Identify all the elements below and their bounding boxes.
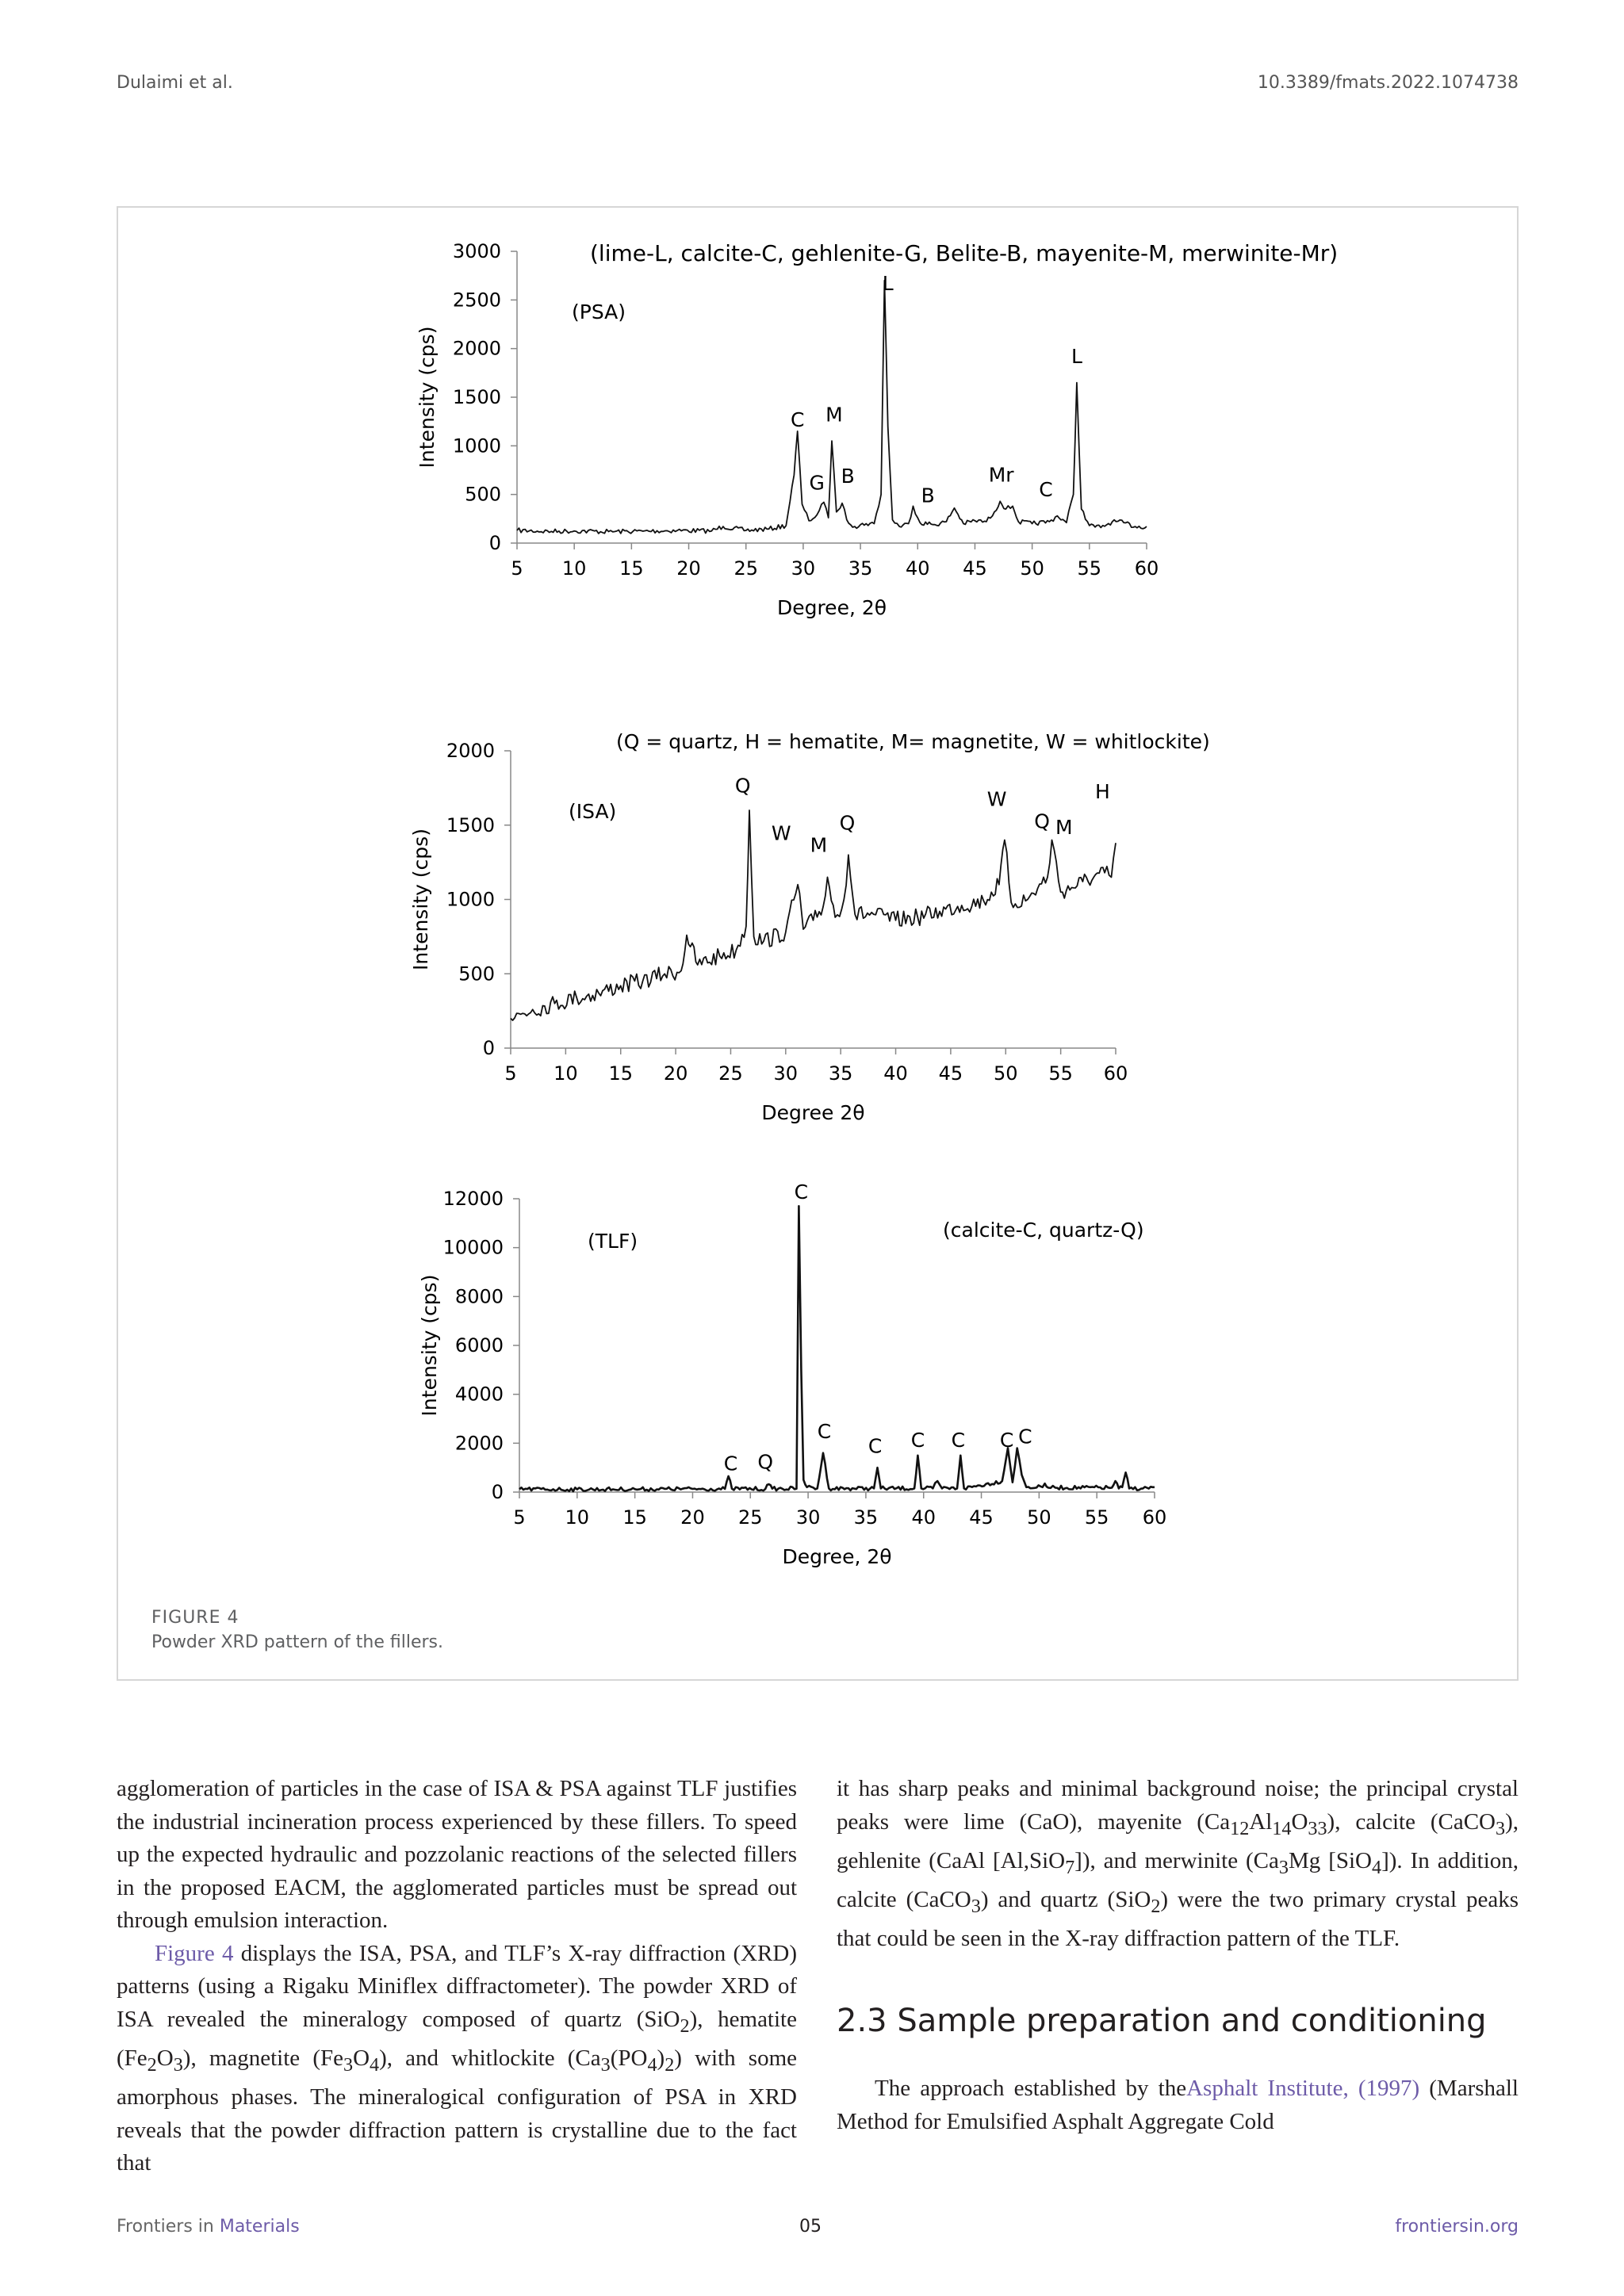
x-tick-label: 5 — [511, 557, 523, 580]
x-tick-label: 45 — [963, 557, 987, 580]
y-tick-label: 8000 — [454, 1285, 504, 1308]
y-tick-label: 3000 — [452, 240, 501, 262]
left-column — [117, 1773, 797, 2180]
y-tick-label: 12000 — [442, 1188, 504, 1210]
x-tick-label: 40 — [905, 557, 930, 580]
peak-label: L — [882, 272, 894, 296]
x-tick-label: 35 — [848, 557, 873, 580]
peak-label: Mr — [988, 463, 1014, 487]
x-tick-label: 45 — [938, 1062, 963, 1085]
x-tick-label: 60 — [1134, 557, 1159, 580]
y-tick-label: 2000 — [452, 337, 501, 360]
peak-label: Q — [734, 774, 751, 798]
x-tick-label: 35 — [828, 1062, 853, 1085]
x-tick-label: 50 — [993, 1062, 1018, 1085]
figure-caption — [151, 1608, 443, 1652]
y-tick-label: 1000 — [446, 888, 495, 911]
chart-tlf — [418, 1181, 1166, 1568]
chart-sample-label: (TLF) — [588, 1230, 638, 1253]
x-tick-label: 10 — [561, 557, 587, 580]
x-tick-label: 55 — [1077, 557, 1102, 580]
x-tick-label: 15 — [608, 1062, 634, 1085]
peak-label: C — [999, 1428, 1014, 1452]
running-header-doi[interactable]: 10.3389/fmats.2022.1074738 — [1257, 73, 1519, 93]
y-tick-label: 2000 — [446, 740, 495, 762]
peak-label: B — [841, 464, 855, 488]
peak-label: M — [1055, 816, 1073, 839]
peak-label: C — [1018, 1425, 1032, 1448]
section-title: 2.3 Sample preparation and conditioning — [837, 2002, 1487, 2039]
y-tick-label: 1500 — [452, 386, 501, 408]
y-tick-label: 2500 — [452, 289, 501, 312]
peak-label: M — [810, 833, 828, 857]
x-tick-label: 40 — [911, 1506, 936, 1529]
running-header-authors: Dulaimi et al. — [117, 73, 233, 93]
x-tick-label: 30 — [791, 557, 816, 580]
peak-label: B — [921, 484, 935, 507]
peak-label: W — [771, 821, 791, 845]
peak-label: W — [986, 787, 1007, 811]
y-tick-label: 0 — [488, 532, 501, 554]
peak-label: C — [951, 1428, 966, 1452]
y-tick-label: 1500 — [446, 813, 495, 836]
x-tick-label: 25 — [733, 557, 759, 580]
y-tick-label: 0 — [491, 1481, 504, 1503]
right-column — [837, 1773, 1519, 2138]
peak-label: C — [868, 1434, 883, 1458]
y-tick-label: 4000 — [454, 1383, 504, 1406]
chart-legend-title: (lime-L, calcite-C, gehlenite-G, Belite-B, mayenite-M, merwinite-Mr) — [590, 240, 1339, 266]
x-tick-label: 20 — [663, 1062, 688, 1085]
x-tick-label: 20 — [676, 557, 701, 580]
figure-4 — [117, 206, 1519, 1681]
footer-journal: Frontiers in Materials — [117, 2217, 300, 2237]
peak-label: L — [1071, 345, 1082, 369]
chart-isa — [409, 730, 1210, 1124]
figure-4-link[interactable]: Figure 4 — [155, 1940, 234, 1966]
peak-label: Q — [757, 1450, 774, 1474]
peak-label: Q — [839, 811, 856, 835]
x-tick-label: 25 — [718, 1062, 743, 1085]
y-tick-label: 10000 — [442, 1236, 504, 1259]
peak-label: Q — [1034, 809, 1050, 833]
peak-label: C — [723, 1452, 738, 1475]
x-tick-label: 25 — [737, 1506, 763, 1529]
chart-legend-title: (Q = quartz, H = hematite, M= magnetite, W = whitlockite) — [616, 730, 1210, 753]
x-axis-label: Degree, 2θ — [782, 1545, 892, 1568]
x-tick-label: 5 — [504, 1062, 517, 1085]
paragraph-1: agglomeration of particles in the case of ISA & PSA against TLF justifies the industrial incineration process experienced by these fillers. To speed up the expected hydraulic and pozzolanic reactions of the selected fillers in the proposed EACM, the agglomerated particles must be spread out through emulsion interaction. — [117, 1776, 797, 1933]
x-tick-label: 35 — [853, 1506, 879, 1529]
chart-legend-title: (calcite-C, quartz-Q) — [943, 1219, 1144, 1242]
peak-label: C — [790, 408, 805, 431]
x-tick-label: 20 — [680, 1506, 705, 1529]
xrd-charts — [118, 208, 1517, 1679]
x-tick-label: 15 — [619, 557, 644, 580]
peak-label: C — [817, 1420, 832, 1444]
peak-label: G — [809, 471, 825, 495]
x-tick-label: 50 — [1027, 1506, 1051, 1529]
peak-label: M — [825, 403, 843, 427]
y-axis-label: Intensity (cps) — [409, 828, 432, 970]
x-tick-label: 55 — [1084, 1506, 1109, 1529]
x-tick-label: 45 — [969, 1506, 994, 1529]
x-tick-label: 50 — [1020, 557, 1044, 580]
chart-sample-label: (ISA) — [569, 800, 617, 823]
peak-label: C — [794, 1181, 809, 1203]
peak-label: H — [1094, 780, 1110, 803]
x-tick-label: 30 — [795, 1506, 821, 1529]
x-tick-label: 5 — [513, 1506, 526, 1529]
y-axis-label: Intensity (cps) — [418, 1274, 441, 1417]
y-tick-label: 6000 — [454, 1334, 504, 1357]
x-axis-label: Degree 2θ — [761, 1101, 865, 1124]
x-tick-label: 55 — [1048, 1062, 1073, 1085]
y-tick-label: 500 — [458, 962, 495, 985]
y-axis-label: Intensity (cps) — [416, 326, 439, 469]
paragraph-2: Figure 4 displays the ISA, PSA, and TLF’s X-ray diffraction (XRD) patterns (using a Rigaku Miniflex diffractometer). The powder XRD of ISA revealed the mineralogy composed of quartz (SiO$_2$), hematite $(Fe_2O_3)$, magnetite $(Fe_3O_4)$, and whitlockite $(Ca_3(PO_4)_2)$ with some amorphous phases. The mineralogical configuration of PSA in XRD reveals that the powder diffraction pattern is crystalline due to the fact that — [117, 1940, 798, 2176]
y-tick-label: 2000 — [454, 1432, 504, 1455]
x-tick-label: 60 — [1142, 1506, 1167, 1529]
x-tick-label: 30 — [773, 1062, 799, 1085]
paragraph-3: it has sharp peaks and minimal background noise; the principal crystal peaks were lime (CaO), mayenite $(Ca_{12}Al_{14}O_{33})$, calcite (CaCO$_3$), gehlenite (CaAl [Al,SiO$_7$]), and merwinite ($Ca_3Mg$ [SiO$_4$]). In addition, calcite (CaCO$_3$) and quartz (SiO$_2$) were the two primary crystal peaks that could be seen in the X-ray diffraction pattern of the TLF. — [837, 1776, 1519, 1952]
peak-label: C — [910, 1428, 925, 1452]
y-tick-label: 1000 — [452, 434, 501, 457]
x-axis-label: Degree, 2θ — [776, 596, 887, 619]
x-tick-label: 10 — [565, 1506, 590, 1529]
asphalt-institute-link[interactable]: Asphalt Institute, (1997) — [1186, 2076, 1420, 2102]
peak-label: C — [1039, 478, 1053, 502]
x-tick-label: 40 — [883, 1062, 908, 1085]
x-tick-label: 60 — [1103, 1062, 1128, 1085]
x-tick-label: 10 — [553, 1062, 578, 1085]
paragraph-4: The approach established by theAsphalt Institute, (1997) (Marshall Method for Emulsified Asphalt Aggregate Cold — [837, 2076, 1519, 2134]
y-tick-label: 0 — [482, 1037, 495, 1059]
figure-caption-text: Powder XRD pattern of the fillers. — [151, 1632, 444, 1652]
chart-psa — [416, 240, 1338, 619]
x-tick-label: 15 — [622, 1506, 647, 1529]
chart-sample-label: (PSA) — [572, 300, 626, 323]
figure-label: FIGURE 4 — [151, 1608, 239, 1628]
footer-page-number: 05 — [799, 2217, 822, 2237]
footer-site-link[interactable]: frontiersin.org — [1395, 2217, 1519, 2237]
y-tick-label: 500 — [465, 483, 501, 506]
